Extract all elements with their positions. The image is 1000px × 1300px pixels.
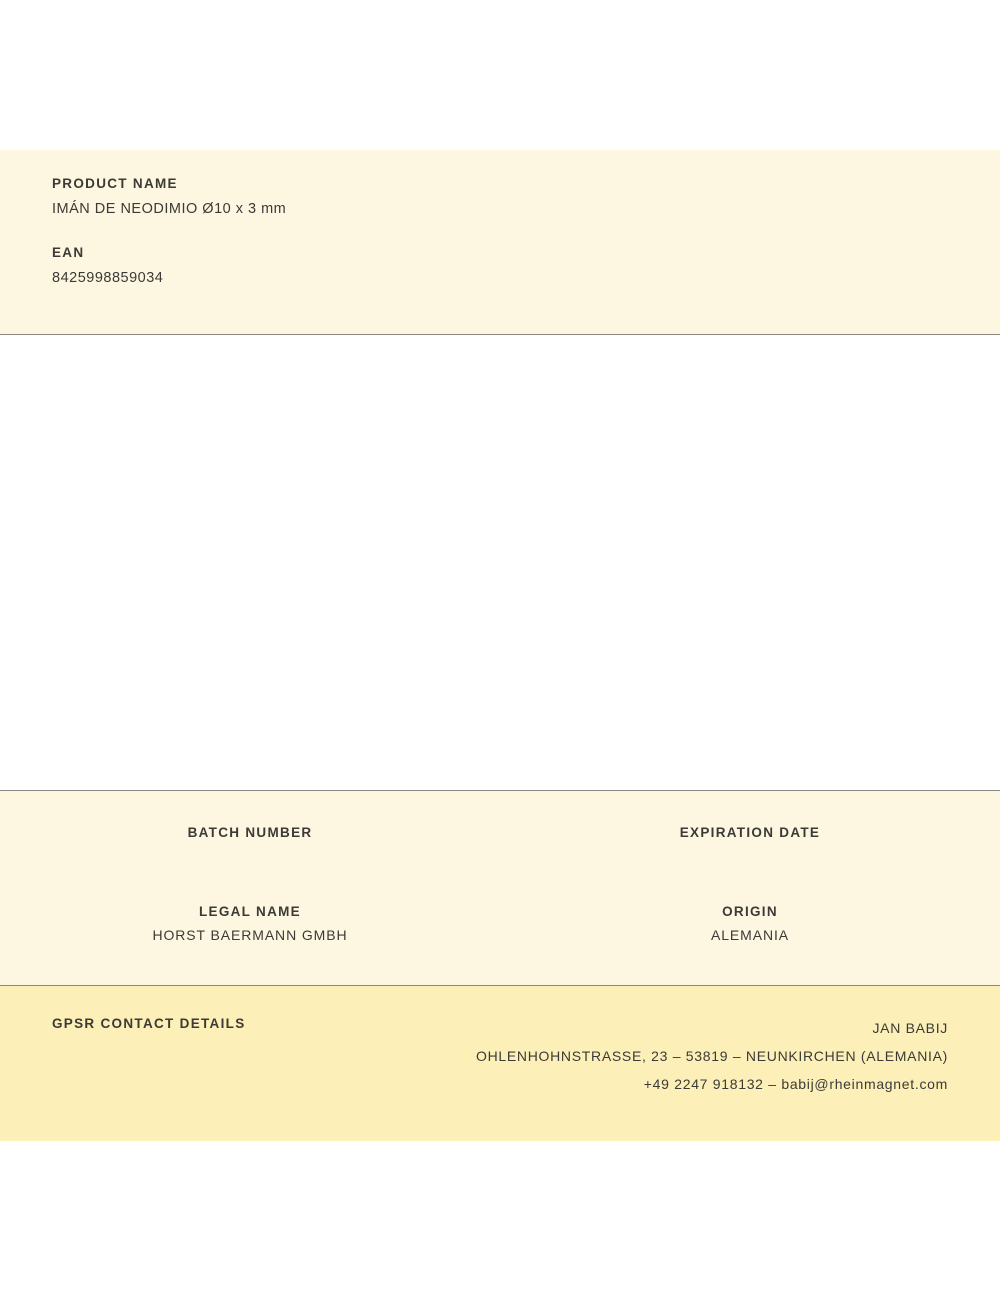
- legal-name-label: LEGAL NAME: [198, 904, 301, 919]
- batch-number-field: [0, 825, 500, 848]
- gpsr-contact-phone-email: +49 2247 918132 – babij@rheinmagnet.com: [643, 1076, 948, 1092]
- ean-field: [52, 245, 948, 286]
- origin-label: ORIGIN: [722, 904, 778, 919]
- origin-value: ALEMANIA: [711, 927, 789, 943]
- expiration-date-field: [500, 825, 1000, 848]
- ean-value: 8425998859034: [52, 270, 164, 286]
- legal-name-value: HORST BAERMANN GMBH: [152, 927, 348, 943]
- product-name-field: [52, 176, 948, 217]
- product-name-value: IMÁN DE NEODIMIO Ø10 x 3 mm: [52, 201, 287, 217]
- ean-label: EAN: [52, 245, 85, 260]
- origin-field: [500, 904, 1000, 943]
- product-info-panel: [0, 150, 1000, 335]
- legal-name-field: [0, 904, 500, 943]
- content-spacer: [0, 335, 1000, 790]
- gpsr-contact-name: JAN BABIJ: [872, 1020, 948, 1036]
- legal-origin-row: [0, 848, 1000, 943]
- product-name-label: PRODUCT NAME: [52, 176, 178, 191]
- batch-number-label: BATCH NUMBER: [187, 825, 313, 840]
- gpsr-contact-address: OHLENHOHNSTRASSE, 23 – 53819 – NEUNKIRCHEN (ALEMANIA): [475, 1048, 948, 1064]
- gpsr-contact-panel: [0, 986, 1000, 1141]
- batch-expiration-row: [0, 791, 1000, 848]
- gpsr-contact-details: [476, 1014, 948, 1098]
- footer-spacer: [0, 1141, 1000, 1300]
- gpsr-contact-label: GPSR CONTACT DETAILS: [52, 1016, 246, 1031]
- expiration-date-label: EXPIRATION DATE: [679, 825, 821, 840]
- metadata-panel: [0, 790, 1000, 986]
